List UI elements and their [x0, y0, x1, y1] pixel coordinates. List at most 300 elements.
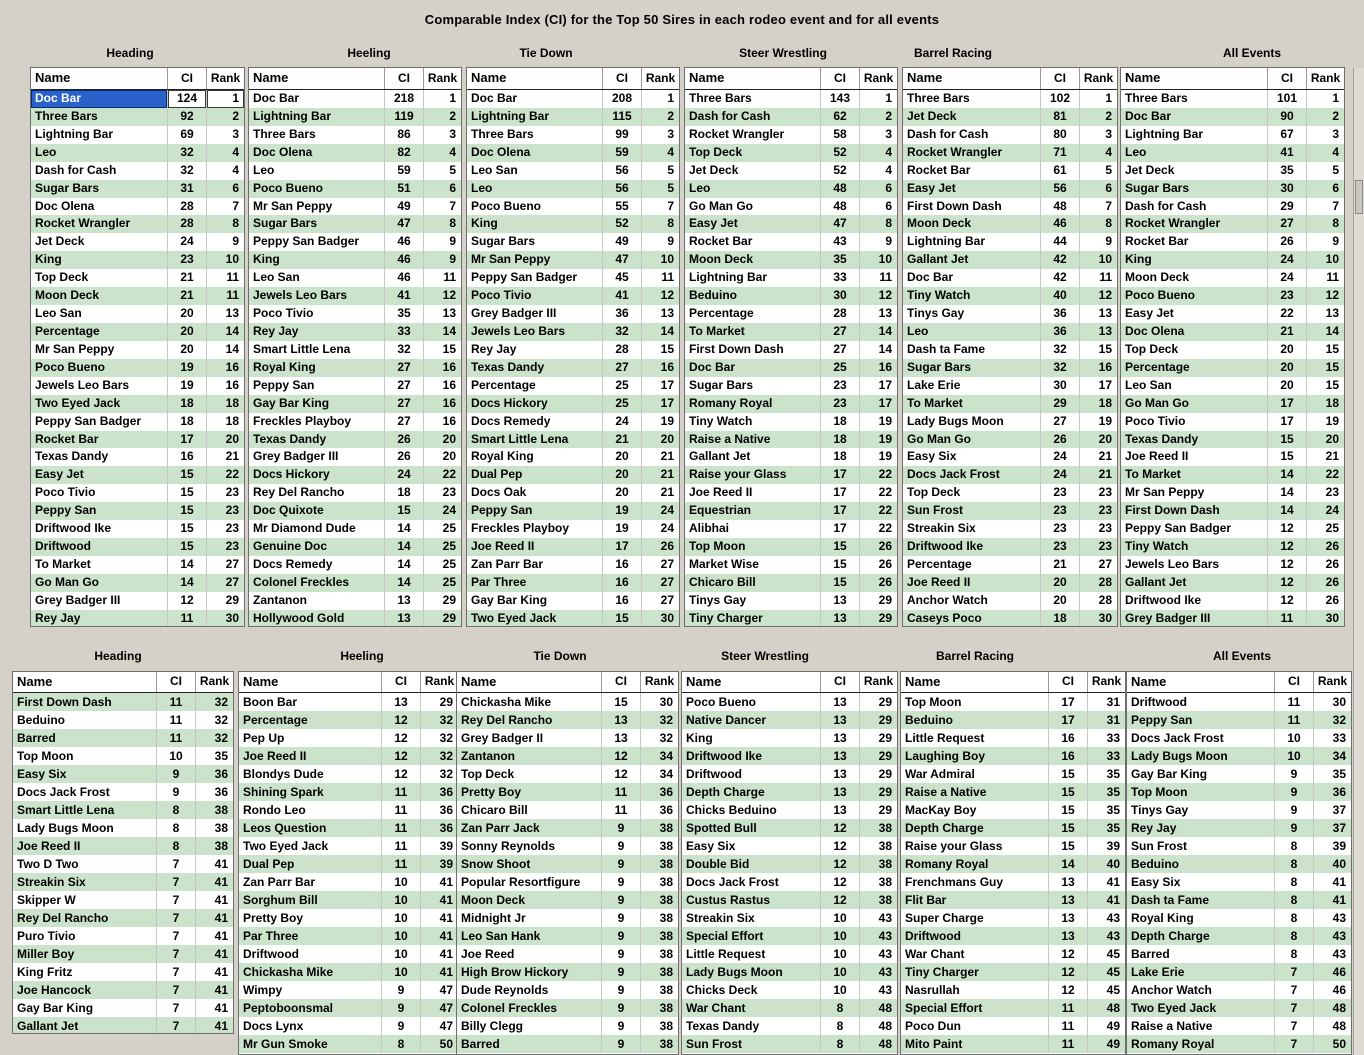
- cell-rank-value[interactable]: 36: [420, 783, 458, 801]
- cell-rank-value[interactable]: 16: [423, 395, 461, 413]
- cell-ci-value[interactable]: 19: [167, 377, 206, 395]
- cell-ci-value[interactable]: 12: [381, 729, 420, 747]
- cell-rank-value[interactable]: 29: [859, 801, 897, 819]
- cell-sire-name[interactable]: Alibhai: [689, 521, 730, 536]
- cell-ci-value[interactable]: 59: [384, 162, 423, 180]
- cell-sire-name[interactable]: Genuine Doc: [253, 539, 328, 554]
- cell-rank-value[interactable]: 9: [423, 251, 461, 269]
- cell-ci-value[interactable]: 10: [1274, 747, 1313, 765]
- cell-ci-value[interactable]: 24: [1040, 448, 1079, 466]
- cell-sire-name[interactable]: Colonel Freckles: [461, 1001, 558, 1015]
- cell-rank-value[interactable]: 38: [859, 837, 897, 855]
- cell-rank-value[interactable]: 13: [1306, 305, 1344, 323]
- cell-ci-value[interactable]: 46: [1040, 215, 1079, 233]
- cell-rank-value[interactable]: 2: [206, 108, 244, 126]
- cell-rank-value[interactable]: 35: [1087, 801, 1125, 819]
- cell-rank-value[interactable]: 10: [859, 251, 897, 269]
- cell-sire-name[interactable]: Go Man Go: [689, 198, 753, 213]
- cell-rank-value[interactable]: 8: [1079, 215, 1117, 233]
- cell-ci-value[interactable]: 20: [1267, 341, 1306, 359]
- cell-rank-value[interactable]: 43: [859, 981, 897, 999]
- cell-sire-name[interactable]: Rey Jay: [471, 341, 517, 356]
- cell-ci-value[interactable]: 30: [1040, 377, 1079, 395]
- cell-sire-name[interactable]: Dash for Cash: [907, 126, 989, 141]
- cell-sire-name[interactable]: Tiny Charger: [689, 610, 763, 625]
- cell-ci-value[interactable]: 26: [384, 431, 423, 449]
- cell-sire-name[interactable]: Rocket Wrangler: [1125, 216, 1221, 231]
- cell-sire-name[interactable]: Doc Bar: [253, 91, 300, 105]
- cell-rank-value[interactable]: 25: [423, 574, 461, 592]
- cell-rank-value[interactable]: 36: [640, 801, 678, 819]
- cell-sire-name[interactable]: Jewels Leo Bars: [1125, 556, 1220, 571]
- cell-rank-value[interactable]: 18: [1306, 395, 1344, 413]
- cell-rank-value[interactable]: 1: [641, 90, 679, 108]
- cell-ci-value[interactable]: 33: [384, 323, 423, 341]
- cell-sire-name[interactable]: Raise your Glass: [689, 467, 787, 482]
- cell-sire-name[interactable]: Tiny Watch: [1125, 539, 1189, 554]
- cell-ci-value[interactable]: 13: [820, 592, 859, 610]
- cell-ci-value[interactable]: 16: [167, 448, 206, 466]
- cell-rank-value[interactable]: 27: [206, 574, 244, 592]
- cell-ci-value[interactable]: 27: [820, 341, 859, 359]
- cell-sire-name[interactable]: Jewels Leo Bars: [253, 288, 348, 303]
- cell-ci-value[interactable]: 9: [601, 999, 640, 1017]
- cell-ci-value[interactable]: 9: [601, 927, 640, 945]
- cell-rank-value[interactable]: 12: [1079, 287, 1117, 305]
- cell-rank-value[interactable]: 3: [206, 126, 244, 144]
- cell-sire-name[interactable]: Pretty Boy: [461, 785, 522, 799]
- cell-ci-value[interactable]: 11: [1048, 1017, 1087, 1035]
- cell-sire-name[interactable]: Driftwood: [905, 929, 961, 943]
- cell-ci-value[interactable]: 8: [1274, 927, 1313, 945]
- cell-ci-value[interactable]: 13: [384, 592, 423, 610]
- cell-ci-value[interactable]: 8: [1274, 909, 1313, 927]
- cell-sire-name[interactable]: Rocket Bar: [1125, 234, 1189, 249]
- cell-sire-name[interactable]: Mr Diamond Dude: [253, 521, 356, 536]
- cell-ci-value[interactable]: 7: [156, 873, 195, 891]
- cell-rank-value[interactable]: 28: [1079, 592, 1117, 610]
- cell-sire-name[interactable]: Easy Jet: [1125, 306, 1174, 321]
- cell-ci-value[interactable]: 10: [820, 909, 859, 927]
- cell-sire-name[interactable]: Royal King: [471, 449, 534, 464]
- cell-rank-value[interactable]: 29: [859, 610, 897, 627]
- cell-rank-value[interactable]: 28: [1079, 574, 1117, 592]
- cell-rank-value[interactable]: 30: [206, 610, 244, 627]
- cell-ci-value[interactable]: 7: [1274, 1035, 1313, 1053]
- cell-sire-name[interactable]: Sun Frost: [907, 503, 963, 518]
- cell-sire-name[interactable]: Tiny Watch: [689, 413, 753, 428]
- cell-ci-value[interactable]: 12: [1048, 945, 1087, 963]
- cell-rank-value[interactable]: 47: [420, 981, 458, 999]
- cell-ci-value[interactable]: 15: [167, 502, 206, 520]
- cell-sire-name[interactable]: Sugar Bars: [253, 216, 318, 231]
- cell-ci-value[interactable]: 32: [167, 162, 206, 180]
- cell-ci-value[interactable]: 12: [820, 873, 859, 891]
- cell-rank-value[interactable]: 47: [420, 1017, 458, 1035]
- cell-sire-name[interactable]: Top Moon: [905, 695, 962, 709]
- cell-ci-value[interactable]: 9: [381, 999, 420, 1017]
- cell-ci-value[interactable]: 36: [602, 305, 641, 323]
- cell-sire-name[interactable]: Rey Del Rancho: [253, 485, 345, 500]
- cell-rank-value[interactable]: 4: [641, 144, 679, 162]
- cell-rank-value[interactable]: 6: [1306, 180, 1344, 198]
- cell-ci-value[interactable]: 15: [167, 520, 206, 538]
- cell-rank-value[interactable]: 23: [206, 484, 244, 502]
- cell-rank-value[interactable]: 2: [423, 108, 461, 126]
- cell-rank-value[interactable]: 17: [641, 395, 679, 413]
- cell-sire-name[interactable]: Caseys Poco: [907, 610, 982, 625]
- cell-sire-name[interactable]: Moon Deck: [461, 893, 526, 907]
- cell-sire-name[interactable]: Two Eyed Jack: [471, 610, 557, 625]
- cell-rank-value[interactable]: 15: [1306, 341, 1344, 359]
- cell-ci-value[interactable]: 8: [820, 1035, 859, 1053]
- cell-sire-name[interactable]: Texas Dandy: [253, 431, 327, 446]
- cell-ci-value[interactable]: 24: [167, 233, 206, 251]
- cell-rank-value[interactable]: 25: [1306, 520, 1344, 538]
- cell-sire-name[interactable]: Easy Six: [907, 449, 957, 464]
- cell-sire-name[interactable]: Leo: [471, 180, 493, 195]
- cell-sire-name[interactable]: Native Dancer: [686, 713, 767, 727]
- cell-ci-value[interactable]: 12: [1267, 556, 1306, 574]
- cell-sire-name[interactable]: To Market: [35, 556, 91, 571]
- cell-ci-value[interactable]: 15: [167, 538, 206, 556]
- cell-ci-value[interactable]: 14: [1048, 855, 1087, 873]
- cell-ci-value[interactable]: 17: [1267, 395, 1306, 413]
- cell-ci-value[interactable]: 27: [384, 359, 423, 377]
- cell-rank-value[interactable]: 24: [423, 502, 461, 520]
- cell-rank-value[interactable]: 38: [640, 837, 678, 855]
- cell-ci-value[interactable]: 23: [1040, 502, 1079, 520]
- cell-sire-name[interactable]: Doc Olena: [35, 198, 95, 213]
- cell-ci-value[interactable]: 25: [602, 395, 641, 413]
- cell-ci-value[interactable]: 17: [1267, 413, 1306, 431]
- cell-ci-value[interactable]: 27: [602, 359, 641, 377]
- cell-rank-value[interactable]: 17: [641, 377, 679, 395]
- cell-rank-value[interactable]: 36: [420, 801, 458, 819]
- cell-rank-value[interactable]: 49: [1087, 1035, 1125, 1053]
- cell-sire-name[interactable]: Frenchmans Guy: [905, 875, 1004, 889]
- cell-ci-value[interactable]: 11: [381, 855, 420, 873]
- cell-rank-value[interactable]: 19: [859, 448, 897, 466]
- cell-ci-value[interactable]: 81: [1040, 108, 1079, 126]
- cell-ci-value[interactable]: 10: [1274, 729, 1313, 747]
- cell-ci-value[interactable]: 11: [1274, 693, 1313, 711]
- cell-rank-value[interactable]: 35: [1087, 783, 1125, 801]
- cell-ci-value[interactable]: 49: [384, 198, 423, 216]
- cell-sire-name[interactable]: Top Moon: [17, 749, 74, 763]
- cell-sire-name[interactable]: Leo San: [35, 306, 82, 321]
- cell-rank-value[interactable]: 41: [195, 945, 233, 963]
- cell-sire-name[interactable]: Doc Olena: [253, 144, 313, 159]
- cell-ci-value[interactable]: 21: [167, 269, 206, 287]
- cell-sire-name[interactable]: Lady Bugs Moon: [907, 413, 1004, 428]
- cell-sire-name[interactable]: Three Bars: [471, 126, 534, 141]
- cell-rank-value[interactable]: 1: [859, 90, 897, 108]
- cell-sire-name[interactable]: Barred: [461, 1037, 500, 1051]
- cell-rank-value[interactable]: 41: [420, 873, 458, 891]
- cell-rank-value[interactable]: 38: [640, 1035, 678, 1053]
- cell-sire-name[interactable]: Percentage: [243, 713, 308, 727]
- cell-sire-name[interactable]: Doc Quixote: [253, 503, 324, 518]
- cell-sire-name[interactable]: Chickasha Mike: [461, 695, 552, 709]
- cell-rank-value[interactable]: 38: [195, 819, 233, 837]
- cell-sire-name[interactable]: Jet Deck: [907, 108, 957, 123]
- cell-sire-name[interactable]: First Down Dash: [689, 341, 784, 356]
- cell-ci-value[interactable]: 35: [1267, 162, 1306, 180]
- cell-ci-value[interactable]: 11: [1048, 1035, 1087, 1053]
- cell-rank-value[interactable]: 48: [1313, 1017, 1351, 1035]
- cell-rank-value[interactable]: 26: [1306, 538, 1344, 556]
- cell-rank-value[interactable]: 21: [206, 448, 244, 466]
- cell-ci-value[interactable]: 12: [381, 711, 420, 729]
- cell-rank-value[interactable]: 38: [195, 801, 233, 819]
- cell-ci-value[interactable]: 7: [156, 891, 195, 909]
- cell-ci-value[interactable]: 27: [820, 323, 859, 341]
- cell-ci-value[interactable]: 102: [1040, 90, 1079, 108]
- cell-sire-name[interactable]: Hollywood Gold: [253, 610, 345, 625]
- cell-sire-name[interactable]: Leo: [689, 180, 711, 195]
- cell-sire-name[interactable]: Mr San Peppy: [1125, 485, 1205, 500]
- cell-sire-name[interactable]: Go Man Go: [907, 431, 971, 446]
- cell-ci-value[interactable]: 18: [167, 395, 206, 413]
- cell-sire-name[interactable]: Sugar Bars: [1125, 180, 1190, 195]
- cell-rank-value[interactable]: 15: [423, 341, 461, 359]
- cell-ci-value[interactable]: 11: [1048, 999, 1087, 1017]
- cell-sire-name[interactable]: Sun Frost: [1131, 839, 1187, 853]
- cell-rank-value[interactable]: 10: [206, 251, 244, 269]
- cell-rank-value[interactable]: 43: [1087, 927, 1125, 945]
- cell-ci-value[interactable]: 24: [602, 413, 641, 431]
- cell-rank-value[interactable]: 3: [1079, 126, 1117, 144]
- cell-sire-name[interactable]: Driftwood Ike: [1125, 592, 1202, 607]
- cell-rank-value[interactable]: 10: [1306, 251, 1344, 269]
- cell-rank-value[interactable]: 11: [206, 269, 244, 287]
- cell-rank-value[interactable]: 30: [641, 610, 679, 627]
- cell-rank-value[interactable]: 37: [1313, 819, 1351, 837]
- cell-ci-value[interactable]: 90: [1267, 108, 1306, 126]
- cell-ci-value[interactable]: 56: [602, 180, 641, 198]
- cell-rank-value[interactable]: 9: [1306, 233, 1344, 251]
- cell-rank-value[interactable]: 36: [195, 783, 233, 801]
- cell-sire-name[interactable]: Sorghum Bill: [243, 893, 318, 907]
- cell-rank-value[interactable]: 12: [1306, 287, 1344, 305]
- cell-ci-value[interactable]: 21: [1267, 323, 1306, 341]
- cell-ci-value[interactable]: 15: [602, 610, 641, 627]
- cell-ci-value[interactable]: 14: [1267, 484, 1306, 502]
- cell-rank-value[interactable]: 22: [859, 484, 897, 502]
- cell-sire-name[interactable]: Docs Jack Frost: [1131, 731, 1224, 745]
- cell-sire-name[interactable]: Go Man Go: [1125, 395, 1189, 410]
- cell-ci-value[interactable]: 8: [381, 1035, 420, 1053]
- cell-rank-value[interactable]: 41: [195, 927, 233, 945]
- cell-rank-value[interactable]: 36: [640, 783, 678, 801]
- cell-sire-name[interactable]: To Market: [1125, 467, 1181, 482]
- cell-ci-value[interactable]: 16: [602, 592, 641, 610]
- cell-ci-value[interactable]: 9: [601, 891, 640, 909]
- cell-sire-name[interactable]: Doc Bar: [1125, 108, 1172, 123]
- cell-rank-value[interactable]: 10: [1079, 251, 1117, 269]
- cell-ci-value[interactable]: 20: [1040, 574, 1079, 592]
- cell-ci-value[interactable]: 86: [384, 126, 423, 144]
- cell-ci-value[interactable]: 16: [602, 574, 641, 592]
- cell-sire-name[interactable]: Streakin Six: [686, 911, 755, 925]
- cell-ci-value[interactable]: 41: [1267, 144, 1306, 162]
- cell-sire-name[interactable]: Beduino: [17, 713, 65, 727]
- cell-ci-value[interactable]: 56: [1040, 180, 1079, 198]
- cell-ci-value[interactable]: 20: [167, 323, 206, 341]
- cell-rank-value[interactable]: 29: [859, 765, 897, 783]
- cell-rank-value[interactable]: 24: [641, 502, 679, 520]
- cell-ci-value[interactable]: 52: [820, 144, 859, 162]
- cell-sire-name[interactable]: Peppy San: [35, 503, 97, 518]
- cell-sire-name[interactable]: Leo: [907, 323, 929, 338]
- cell-sire-name[interactable]: Peppy San: [471, 503, 533, 518]
- cell-ci-value[interactable]: 12: [381, 747, 420, 765]
- cell-sire-name[interactable]: Gay Bar King: [471, 592, 548, 607]
- cell-sire-name[interactable]: MacKay Boy: [905, 803, 977, 817]
- cell-rank-value[interactable]: 19: [859, 431, 897, 449]
- cell-sire-name[interactable]: Tinys Gay: [907, 306, 965, 321]
- cell-ci-value[interactable]: 17: [820, 502, 859, 520]
- cell-rank-value[interactable]: 16: [423, 413, 461, 431]
- cell-ci-value[interactable]: 20: [602, 448, 641, 466]
- cell-sire-name[interactable]: Gallant Jet: [17, 1019, 79, 1033]
- cell-ci-value[interactable]: 17: [820, 466, 859, 484]
- cell-rank-value[interactable]: 16: [1079, 359, 1117, 377]
- cell-ci-value[interactable]: 9: [381, 981, 420, 999]
- cell-rank-value[interactable]: 16: [206, 359, 244, 377]
- cell-ci-value[interactable]: 15: [820, 556, 859, 574]
- cell-sire-name[interactable]: Leo: [253, 162, 275, 177]
- cell-sire-name[interactable]: Royal King: [253, 359, 316, 374]
- cell-ci-value[interactable]: 31: [167, 180, 206, 198]
- cell-sire-name[interactable]: Depth Charge: [905, 821, 984, 835]
- cell-ci-value[interactable]: 7: [156, 963, 195, 981]
- cell-sire-name[interactable]: Peppy San: [253, 377, 315, 392]
- cell-ci-value[interactable]: 49: [602, 233, 641, 251]
- cell-sire-name[interactable]: Poco Tivio: [1125, 413, 1186, 428]
- cell-ci-value[interactable]: 15: [1267, 448, 1306, 466]
- cell-sire-name[interactable]: Joe Reed II: [907, 574, 971, 589]
- cell-ci-value[interactable]: 58: [820, 126, 859, 144]
- cell-sire-name[interactable]: Poco Bueno: [471, 198, 542, 213]
- cell-sire-name[interactable]: Colonel Freckles: [253, 574, 350, 589]
- cell-ci-value[interactable]: 12: [820, 819, 859, 837]
- cell-sire-name[interactable]: Billy Clegg: [461, 1019, 524, 1033]
- cell-ci-value[interactable]: 7: [156, 1017, 195, 1034]
- cell-ci-value[interactable]: 19: [602, 520, 641, 538]
- cell-rank-value[interactable]: 14: [859, 341, 897, 359]
- cell-ci-value[interactable]: 20: [1267, 377, 1306, 395]
- cell-sire-name[interactable]: Grey Badger III: [253, 449, 339, 464]
- cell-ci-value[interactable]: 9: [1274, 783, 1313, 801]
- cell-ci-value[interactable]: 13: [820, 729, 859, 747]
- cell-rank-value[interactable]: 22: [859, 520, 897, 538]
- cell-sire-name[interactable]: Boon Bar: [243, 695, 297, 709]
- cell-rank-value[interactable]: 39: [1087, 837, 1125, 855]
- cell-ci-value[interactable]: 23: [820, 377, 859, 395]
- cell-sire-name[interactable]: Driftwood: [243, 947, 299, 961]
- cell-ci-value[interactable]: 7: [1274, 963, 1313, 981]
- cell-rank-value[interactable]: 7: [1306, 198, 1344, 216]
- cell-sire-name[interactable]: Sugar Bars: [471, 234, 536, 249]
- cell-rank-value[interactable]: 4: [206, 162, 244, 180]
- cell-rank-value[interactable]: 32: [420, 711, 458, 729]
- cell-ci-value[interactable]: 15: [384, 502, 423, 520]
- cell-sire-name[interactable]: Midnight Jr: [461, 911, 526, 925]
- cell-sire-name[interactable]: Driftwood: [686, 767, 742, 781]
- cell-sire-name[interactable]: Rey Del Rancho: [17, 911, 109, 925]
- cell-ci-value[interactable]: 48: [820, 180, 859, 198]
- cell-rank-value[interactable]: 33: [1313, 729, 1351, 747]
- cell-sire-name[interactable]: Rocket Wrangler: [35, 216, 131, 231]
- cell-sire-name[interactable]: Dash for Cash: [35, 162, 117, 177]
- cell-sire-name[interactable]: King: [253, 252, 280, 267]
- cell-sire-name[interactable]: Docs Remedy: [471, 413, 551, 428]
- cell-sire-name[interactable]: Three Bars: [35, 108, 98, 123]
- cell-sire-name[interactable]: Rey Jay: [1131, 821, 1177, 835]
- cell-ci-value[interactable]: 10: [381, 963, 420, 981]
- cell-rank-value[interactable]: 29: [859, 783, 897, 801]
- cell-sire-name[interactable]: Beduino: [689, 288, 737, 303]
- cell-sire-name[interactable]: Market Wise: [689, 556, 759, 571]
- cell-rank-value[interactable]: 13: [641, 305, 679, 323]
- cell-ci-value[interactable]: 7: [1274, 1017, 1313, 1035]
- cell-ci-value[interactable]: 12: [1267, 520, 1306, 538]
- cell-rank-value[interactable]: 20: [641, 431, 679, 449]
- cell-ci-value[interactable]: 11: [381, 837, 420, 855]
- cell-rank-value[interactable]: 5: [1306, 162, 1344, 180]
- cell-ci-value[interactable]: 8: [156, 819, 195, 837]
- cell-sire-name[interactable]: Little Request: [905, 731, 985, 745]
- cell-ci-value[interactable]: 14: [1267, 502, 1306, 520]
- cell-sire-name[interactable]: Pretty Boy: [243, 911, 304, 925]
- cell-ci-value[interactable]: 7: [156, 927, 195, 945]
- cell-sire-name[interactable]: Percentage: [35, 323, 100, 338]
- cell-ci-value[interactable]: 13: [820, 801, 859, 819]
- cell-rank-value[interactable]: 19: [859, 413, 897, 431]
- cell-sire-name[interactable]: Rocket Wrangler: [689, 126, 785, 141]
- cell-ci-value[interactable]: 11: [156, 711, 195, 729]
- cell-ci-value[interactable]: 28: [167, 215, 206, 233]
- cell-sire-name[interactable]: Top Moon: [689, 539, 746, 554]
- cell-ci-value[interactable]: 13: [601, 711, 640, 729]
- cell-sire-name[interactable]: King: [686, 731, 713, 745]
- cell-ci-value[interactable]: 9: [1274, 765, 1313, 783]
- cell-sire-name[interactable]: Lightning Bar: [907, 234, 985, 249]
- cell-sire-name[interactable]: To Market: [689, 323, 745, 338]
- cell-ci-value[interactable]: 13: [384, 610, 423, 627]
- cell-sire-name[interactable]: Docs Oak: [471, 485, 527, 500]
- cell-ci-value[interactable]: 24: [1040, 466, 1079, 484]
- cell-ci-value[interactable]: 15: [1048, 765, 1087, 783]
- cell-rank-value[interactable]: 41: [195, 891, 233, 909]
- cell-rank-value[interactable]: 2: [641, 108, 679, 126]
- cell-rank-value[interactable]: 29: [423, 592, 461, 610]
- cell-sire-name[interactable]: Driftwood: [1131, 695, 1187, 709]
- cell-rank-value[interactable]: 23: [1079, 484, 1117, 502]
- cell-rank-value[interactable]: 41: [195, 909, 233, 927]
- cell-rank-value[interactable]: 9: [641, 233, 679, 251]
- cell-sire-name[interactable]: Joe Reed II: [1125, 449, 1189, 464]
- cell-sire-name[interactable]: Zantanon: [461, 749, 515, 763]
- cell-ci-value[interactable]: 28: [167, 198, 206, 216]
- cell-sire-name[interactable]: Chicaro Bill: [689, 574, 756, 589]
- cell-rank-value[interactable]: 26: [859, 556, 897, 574]
- cell-ci-value[interactable]: 47: [384, 215, 423, 233]
- cell-rank-value[interactable]: 38: [640, 855, 678, 873]
- cell-rank-value[interactable]: 4: [423, 144, 461, 162]
